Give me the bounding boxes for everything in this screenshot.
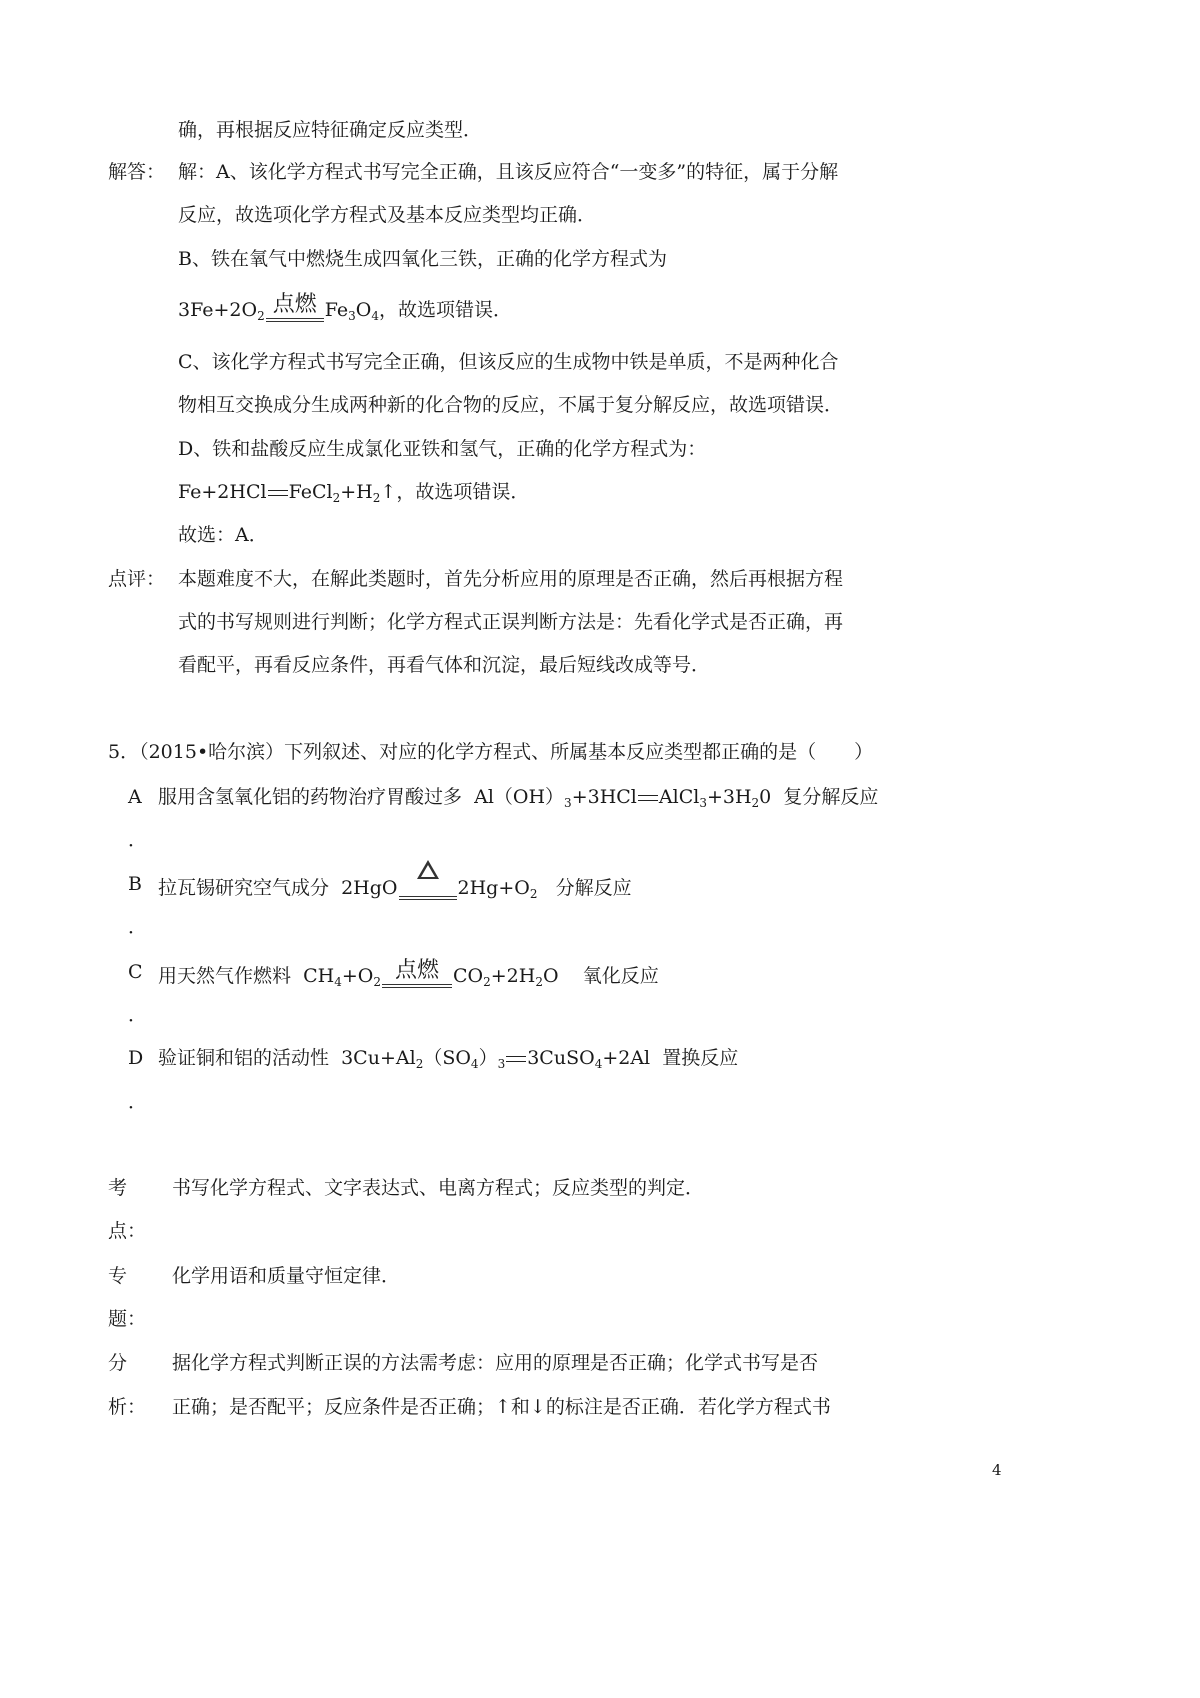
kaodian-label-1: 考 <box>108 1177 128 1199</box>
option-a-content: 服用含氢氧化铝的药物治疗胃酸过多 $Al(OH)_3+3HCl$ $AlCl_3+3H_20$ 复分解反应 <box>158 786 879 810</box>
option-a-desc: 服用含氢氧化铝的药物治疗胃酸过多 <box>158 786 463 808</box>
answer-b-eq-tail: ，故选项错误． <box>378 299 512 321</box>
answer-c-line2: 物相互交换成分生成两种新的化合物的反应，不属于复分解反应，故选项错误． <box>178 394 844 416</box>
option-d-desc: 验证铜和铝的活动性 <box>158 1047 330 1069</box>
equals-sign-with-heat <box>399 886 457 900</box>
zhuanti-text: 化学用语和质量守恒定律． <box>172 1265 401 1287</box>
kaodian-text: 书写化学方程式、文字表达式、电离方程式；反应类型的判定． <box>172 1177 705 1199</box>
answer-b-line1: B、铁在氧气中燃烧生成四氧化三铁，正确的化学方程式为 <box>178 248 667 270</box>
prev-analysis-tail: 确，再根据反应特征确定反应类型． <box>178 119 483 141</box>
comment-line2: 式的书写规则进行判断；化学方程式正误判断方法是：先看化学式是否正确，再 <box>178 611 844 633</box>
answer-d-eq-tail: ，故选项错误． <box>396 481 530 503</box>
fenxi-label-1: 分 <box>108 1352 128 1374</box>
answer-d-equation: Fe+2HCl $FeCl_2+H_2↑$，故选项错误． <box>178 481 530 505</box>
option-b-letter: B <box>128 873 142 895</box>
option-c-content: 用天然气作燃料 $CH_4+O_2$ 点燃 $CO_2+2H_2O$ 氧化反应 <box>158 958 659 989</box>
option-a-dot: ． <box>128 829 148 851</box>
option-a-letter: A <box>128 786 142 808</box>
answer-choice: 故选：A． <box>178 524 268 546</box>
heat-triangle-icon <box>417 860 439 879</box>
condition-burn: 点燃 <box>272 292 317 317</box>
answer-label: 解答： <box>108 161 166 183</box>
comment-line3: 看配平，再看反应条件，再看气体和沉淀，最后短线改成等号． <box>178 654 711 676</box>
comment-line1: 本题难度不大，在解此类题时，首先分析应用的原理是否正确，然后再根据方程 <box>178 568 844 590</box>
option-c-letter: C <box>128 961 143 983</box>
answer-c-line1: C、该化学方程式书写完全正确，但该反应的生成物中铁是单质，不是两种化合 <box>178 351 839 373</box>
kaodian-label-2: 点： <box>108 1220 147 1242</box>
page-number: 4 <box>992 1461 1002 1479</box>
equals-sign-with-condition <box>266 292 324 322</box>
fenxi-line2: 正确；是否配平；反应条件是否正确；↑和↓的标注是否正确．若化学方程式书 <box>172 1396 831 1418</box>
option-b-content: 拉瓦锡研究空气成分 2HgO $2Hg+O_2$ 分解反应 <box>158 876 632 900</box>
condition-burn: 点燃 <box>394 958 439 983</box>
answer-a-line2: 反应，故选项化学方程式及基本反应类型均正确． <box>178 204 597 226</box>
answer-a-line1: 解：A、该化学方程式书写完全正确，且该反应符合“一变多”的特征，属于分解 <box>178 161 839 183</box>
equals-sign-with-condition <box>382 958 452 988</box>
zhuanti-label-1: 专 <box>108 1265 128 1287</box>
option-c-desc: 用天然气作燃料 <box>158 965 292 987</box>
option-c-type: 氧化反应 <box>582 965 659 987</box>
option-d-type: 置换反应 <box>662 1047 739 1069</box>
option-d-content: 验证铜和铝的活动性 $3Cu+Al_2(SO_4)_3$ 3CuSO$_4$+2Al 置换反应 <box>158 1047 739 1071</box>
fenxi-label-2: 析： <box>108 1396 147 1418</box>
option-a-type: 复分解反应 <box>783 786 879 808</box>
answer-b-equation: $3Fe+2O_2$ 点燃 $Fe_3O_4$，故选项错误． <box>178 292 512 323</box>
answer-d-line1: D、铁和盐酸反应生成氯化亚铁和氢气，正确的化学方程式为： <box>178 438 707 460</box>
comment-label: 点评： <box>108 568 166 590</box>
option-d-dot: ． <box>128 1091 148 1113</box>
option-b-dot: ． <box>128 916 148 938</box>
option-b-desc: 拉瓦锡研究空气成分 <box>158 877 330 899</box>
question-5-stem: 5．（2015•哈尔滨）下列叙述、对应的化学方程式、所属基本反应类型都正确的是（ ） <box>108 741 874 763</box>
option-b-type: 分解反应 <box>555 877 632 899</box>
option-c-dot: ． <box>128 1004 148 1026</box>
option-d-letter: D <box>128 1047 144 1069</box>
fenxi-line1: 据化学方程式判断正误的方法需考虑：应用的原理是否正确；化学式书写是否 <box>172 1352 819 1374</box>
zhuanti-label-2: 题： <box>108 1308 147 1330</box>
